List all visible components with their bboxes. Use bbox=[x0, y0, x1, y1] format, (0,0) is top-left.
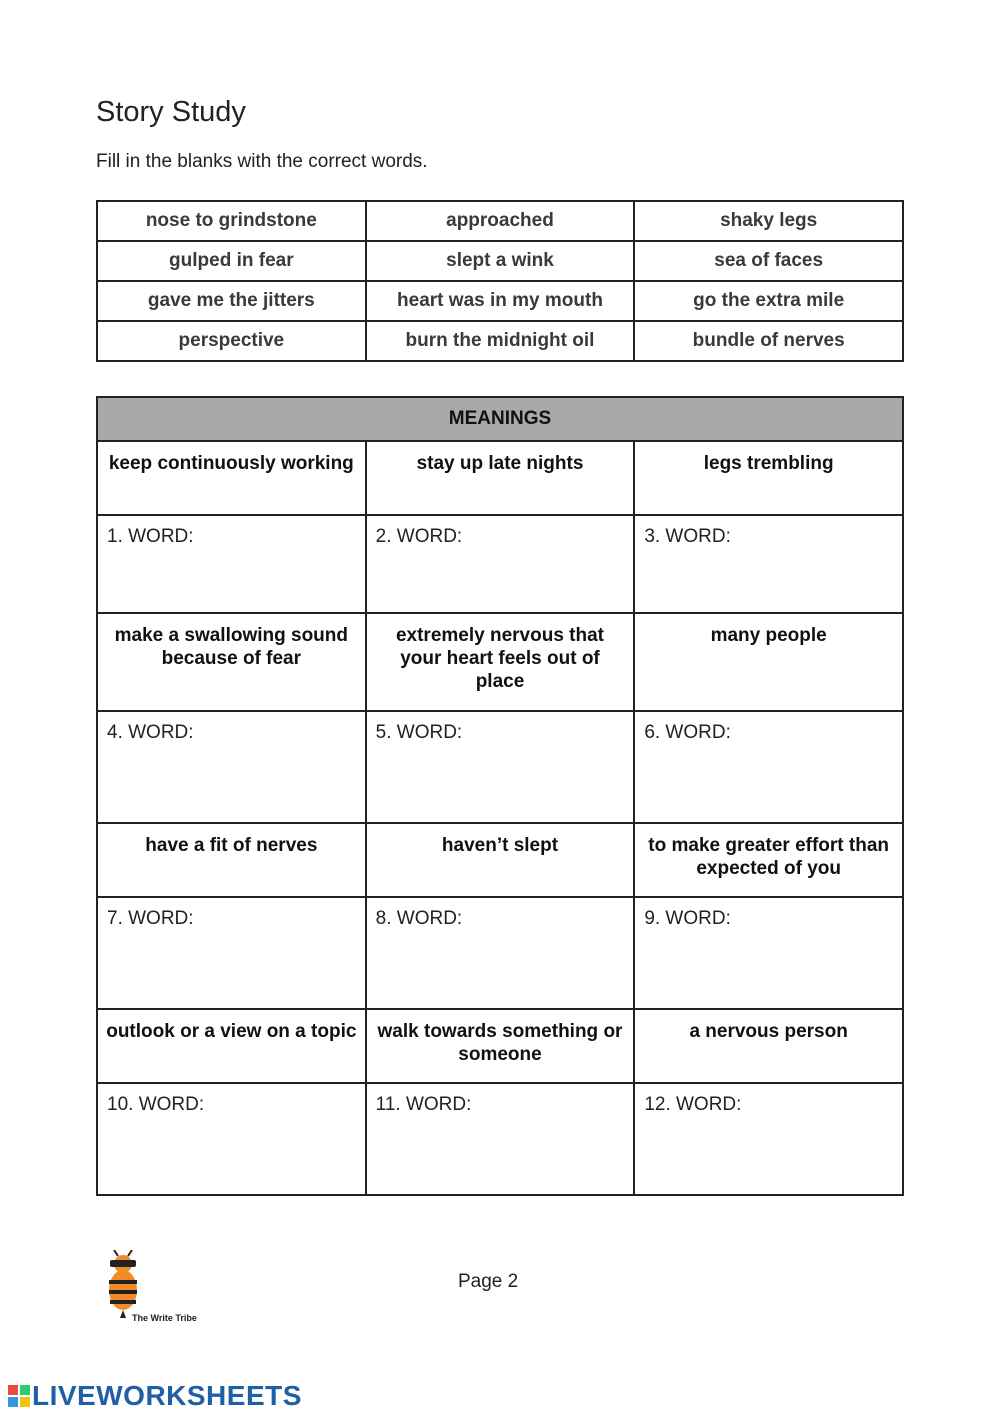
word-bank-cell: gave me the jitters bbox=[97, 281, 366, 321]
answer-cell bbox=[366, 1083, 635, 1195]
page-title: Story Study bbox=[96, 96, 246, 128]
answer-input-2[interactable] bbox=[376, 554, 629, 578]
word-bank-row bbox=[97, 241, 903, 281]
answer-input-3[interactable] bbox=[644, 554, 897, 578]
logo-text: The Write Tribe bbox=[132, 1313, 197, 1323]
word-bank-cell: go the extra mile bbox=[634, 281, 903, 321]
answer-input-10[interactable] bbox=[107, 1122, 360, 1146]
answer-input-11[interactable] bbox=[376, 1122, 629, 1146]
meaning-cell: to make greater effort than expected of you bbox=[634, 823, 903, 897]
meaning-cell: have a fit of nerves bbox=[97, 823, 366, 897]
meaning-cell: walk towards something or someone bbox=[366, 1009, 635, 1083]
word-bank-row bbox=[97, 201, 903, 241]
answer-input-1[interactable] bbox=[107, 554, 360, 578]
word-bank-cell: slept a wink bbox=[366, 241, 635, 281]
meanings-header: MEANINGS bbox=[97, 397, 903, 441]
word-bank-table bbox=[96, 200, 904, 362]
answer-cell bbox=[366, 897, 635, 1009]
answer-row bbox=[97, 897, 903, 1009]
answer-input-12[interactable] bbox=[644, 1122, 897, 1146]
answer-label: 4. WORD: bbox=[107, 722, 194, 743]
answer-label: 1. WORD: bbox=[107, 526, 194, 547]
answer-input-7[interactable] bbox=[107, 936, 360, 960]
meaning-cell: stay up late nights bbox=[366, 441, 635, 515]
page-number: Page 2 bbox=[458, 1271, 519, 1292]
answer-label: 5. WORD: bbox=[375, 722, 463, 743]
answer-label: 10. WORD: bbox=[107, 1094, 205, 1115]
answer-input-5[interactable] bbox=[376, 750, 629, 774]
meaning-cell: make a swallowing sound because of fear bbox=[97, 613, 366, 711]
answer-row bbox=[97, 515, 903, 613]
answer-cell bbox=[366, 711, 635, 823]
answer-label: 6. WORD: bbox=[644, 722, 731, 743]
meaning-row bbox=[97, 823, 903, 897]
answer-label: 2. WORD: bbox=[375, 526, 463, 547]
meaning-cell: legs trembling bbox=[634, 441, 903, 515]
meaning-cell: extremely nervous that your heart feels out of place bbox=[366, 613, 635, 711]
answer-input-9[interactable] bbox=[644, 936, 897, 960]
word-bank-cell: bundle of nerves bbox=[634, 321, 903, 361]
word-bank-row bbox=[97, 321, 903, 361]
answer-cell bbox=[97, 1083, 366, 1195]
answer-input-8[interactable] bbox=[376, 936, 629, 960]
answer-cell bbox=[634, 711, 903, 823]
liveworksheets-logo-icon bbox=[8, 1385, 30, 1407]
meanings-table bbox=[96, 396, 904, 1196]
answer-cell bbox=[366, 515, 635, 613]
word-bank-cell: heart was in my mouth bbox=[366, 281, 635, 321]
meaning-row bbox=[97, 613, 903, 711]
answer-input-6[interactable] bbox=[644, 750, 897, 774]
answer-cell bbox=[634, 1083, 903, 1195]
answer-label: 9. WORD: bbox=[644, 908, 731, 929]
word-bank-cell: sea of faces bbox=[634, 241, 903, 281]
meaning-row bbox=[97, 1009, 903, 1083]
instruction-text: Fill in the blanks with the correct words. bbox=[96, 151, 428, 172]
word-bank-cell: perspective bbox=[97, 321, 366, 361]
meaning-cell: keep continuously working bbox=[97, 441, 366, 515]
meaning-cell: outlook or a view on a topic bbox=[97, 1009, 366, 1083]
answer-label: 7. WORD: bbox=[107, 908, 194, 929]
brand-text: LIVEWORKSHEETS bbox=[32, 1380, 302, 1411]
word-bank-cell: shaky legs bbox=[634, 201, 903, 241]
answer-input-4[interactable] bbox=[107, 750, 360, 774]
word-bank-cell: gulped in fear bbox=[97, 241, 366, 281]
liveworksheets-brand[interactable] bbox=[8, 1380, 302, 1412]
word-bank-cell: nose to grindstone bbox=[97, 201, 366, 241]
meaning-row bbox=[97, 441, 903, 515]
answer-cell bbox=[634, 515, 903, 613]
answer-cell bbox=[634, 897, 903, 1009]
answer-cell bbox=[97, 897, 366, 1009]
word-bank-row bbox=[97, 281, 903, 321]
answer-label: 3. WORD: bbox=[644, 526, 731, 547]
answer-label: 12. WORD: bbox=[644, 1094, 742, 1115]
meaning-cell: a nervous person bbox=[634, 1009, 903, 1083]
answer-cell bbox=[97, 711, 366, 823]
word-bank-cell: burn the midnight oil bbox=[366, 321, 635, 361]
answer-row bbox=[97, 711, 903, 823]
answer-cell bbox=[97, 515, 366, 613]
meaning-cell: haven’t slept bbox=[366, 823, 635, 897]
meaning-cell: many people bbox=[634, 613, 903, 711]
answer-row bbox=[97, 1083, 903, 1195]
word-bank-cell: approached bbox=[366, 201, 635, 241]
answer-label: 8. WORD: bbox=[375, 908, 463, 929]
answer-label: 11. WORD: bbox=[375, 1094, 472, 1115]
